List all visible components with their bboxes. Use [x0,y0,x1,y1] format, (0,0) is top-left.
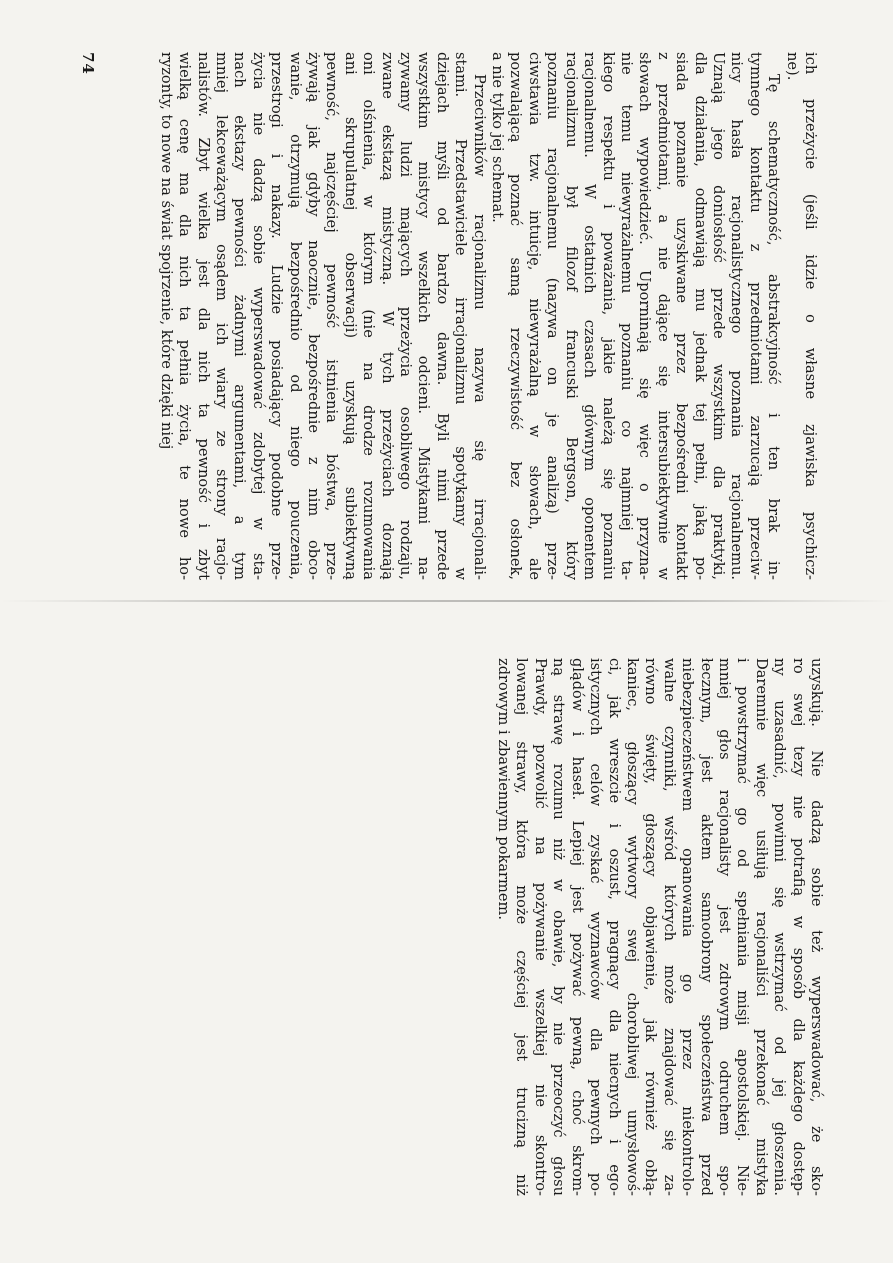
text-line: równo święty, głoszący objawienie, jak również obłą- [642,658,660,1196]
text-line: przestrogi i nakazy. Ludzie posiadający podobne prze- [268,52,286,580]
text-line: wszystkim mistycy wszelkich odcieni. Mistykami na- [415,52,433,580]
text-line: glądów i haseł. Lepiej jest pożywać pewną, choć skrom- [568,658,586,1196]
text-line: ny uzasadnić, powinni się wstrzymać od jej głoszenia. [771,658,789,1196]
text-line: zywamy ludzi mających przeżycia osobliwego rodzaju, [397,52,415,580]
text-line: tymnego kontaktu z przedmiotami zarzucają przeciw- [746,52,764,580]
text-line: uzyskują. Nie dadzą sobie też wyperswadować, że sko- [808,658,825,1196]
text-line: ną strawę rozumu niż w obawie, by nie przeoczyć głosu [550,658,568,1196]
text-line: Tę schematyczność, abstrakcyjność i ten brak in- [765,74,783,580]
text-line: stami. Przedstawiciele irracjonalizmu spotykamy w [452,52,470,580]
text-line: nicy hasła racjonalistycznego poznania racjonalnemu. [728,52,746,580]
text-line: Przeciwników racjonalizmu nazywa się irracjonali- [470,74,488,580]
text-line: dziejach myśli od bardzo dawna. Byli nimi przede [433,52,451,580]
text-line: Uznają jego doniosłość przede wszystkim dla praktyki, [709,52,727,580]
text-line: siada poznanie uzyskiwane przez bezpośredni kontakt [673,52,691,580]
text-line: racjonalizmu był filozof francuski Bergson, który [562,52,580,580]
text-line: Prawdy, pozwolić na pożywanie wszelkiej nie skontro- [531,658,549,1196]
page-number: 74 [79,52,97,75]
text-line: kiego respektu i poważania, jakie należą się poznaniu [599,52,617,580]
text-line: kaniec, głoszący wytwory swej chorobliwej umysłowoś- [623,658,641,1196]
text-line: z przedmiotami, a nie dające się intersubiektywnie w [654,52,672,580]
text-line: ciwstawia tzw. intuicję, niewyrażalną w słowach, ale [525,52,543,580]
text-line: życia nie dadzą sobie wyperswadować zdobytej w sta- [249,52,267,580]
text-line: ich przeżycie (jeśli idzie o własne zjawiska psychicz- [802,52,819,580]
text-line: pewność, najczęściej pewność istnienia bóstwa, prze- [323,52,341,580]
text-line: łecznym, jest aktem samoobrony społeczeństwa przed [697,658,715,1196]
text-line: walne czynniki, wśród których może znajdować się za- [660,658,678,1196]
text-line: ani skrupulatnej obserwacji) uzyskują subiektywną [341,52,359,580]
text-line: ci, jak wreszcie i oszust, pragnący dla niecnych i ego- [605,658,623,1196]
text-line: mniej lekceważącym osądem ich wiary ze strony racjo- [213,52,230,580]
page-fold [0,600,893,602]
text-line: istycznych celów zyskać wyznawców dla pewnych po- [587,658,605,1196]
text-line: nalistów. Zbyt wielka jest dla nich ta pewność i zbyt [194,52,212,580]
text-line: dla działania, odmawiają mu jednak tej pełni, jaką po- [691,52,709,580]
text-line: zwane ekstazą mistyczną. W tych przeżyciach doznają [378,52,396,580]
text-line: a nie tylko jej schemat. [489,52,507,223]
text-line: słowach wypowiedzieć. Uporninają się więc o przyzna- [636,52,654,580]
text-line: Daremnie więc usiłują racjonaliści przekonać mistyka [752,658,770,1196]
text-line: lowanej strawy, która może częściej jest trucizną niż [513,658,531,1196]
text-line: i powstrzymać go od spełniania misji apostolskiej. Nie- [734,658,752,1196]
text-line: nie temu niewyrażalnemu poznaniu co najmniej ta- [617,52,635,580]
text-line: poznaniu racjonalnemu (nazywa on je analizą) prze- [544,52,562,580]
text-line: ryzonty, to nowe na świat spojrzenie, które dzięki niej [157,52,175,450]
text-line: wielką cenę ma dla nich ta pełnia życia, te nowe ho- [176,52,194,580]
text-line: oni olśnienia, w którym (nie na drodze rozumowania [360,52,378,580]
text-line: ne). [783,52,801,81]
text-line: racjonalnemu. W ostatnich czasach głównym oponentem [581,52,599,580]
text-line: niebezpieczeństwem opanowania go przez niekontrolo- [679,658,697,1196]
text-line: żywają jak gdyby naocznie, bezpośrednie z nim obco- [305,52,323,580]
text-line: mniej głos racjonalisty jest zdrowym odruchem spo- [715,658,733,1196]
text-line: zdrowym i zbawiennym pokarmem. [495,658,513,920]
right-page-text [494,658,825,1196]
text-line: pozwalającą poznać samą rzeczywistość bez osłonek, [507,52,525,580]
text-line: ro swej tezy nie potrafią w sposób dla każdego dostęp- [789,658,807,1196]
left-page-text [156,52,819,580]
text-line: nach ekstazy pewności żadnymi argumentami, a tym [231,52,249,580]
text-line: wanie, otrzymują bezpośrednio od niego pouczenia, [286,52,304,580]
